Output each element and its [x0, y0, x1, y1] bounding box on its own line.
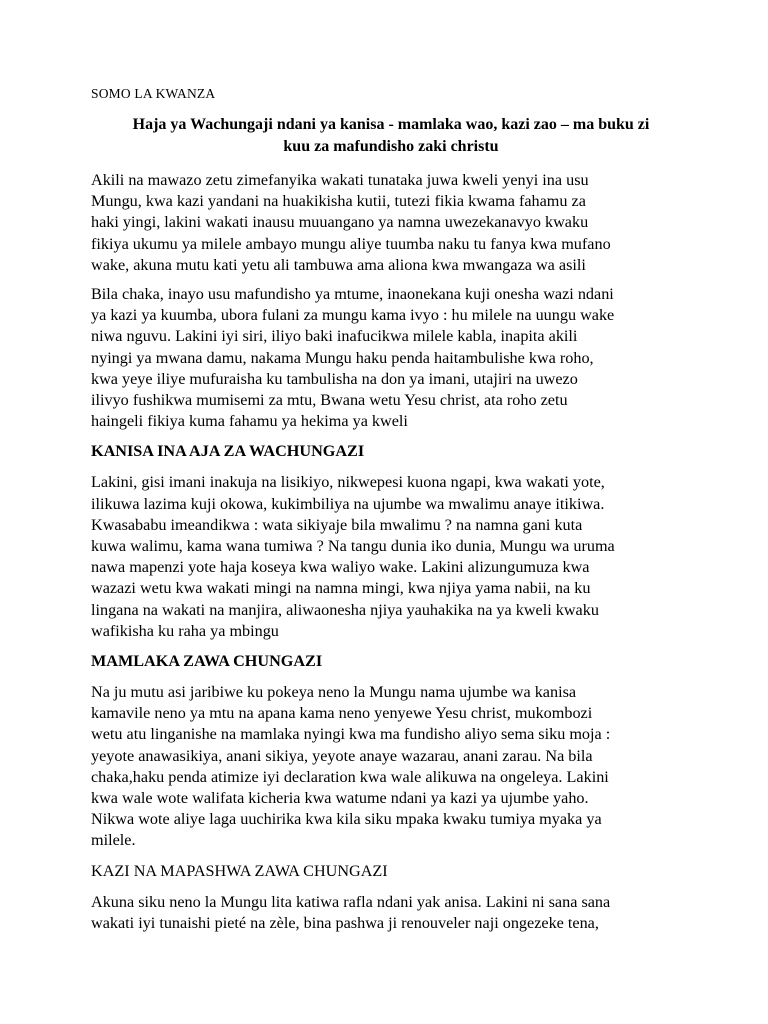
- paragraph-line: kuwa walimu, kama wana tumiwa ? Na tangu dunia iko dunia, Mungu wa uruma: [91, 537, 615, 556]
- paragraph-line: wakati iyi tunaishi pieté na zèle, bina pashwa ji renouveler naji ongezeke tena,: [91, 913, 599, 932]
- document-content: [91, 84, 691, 942]
- paragraph-line: Nikwa wote aliye laga uuchirika kwa kila siku mpaka kwaku tumiya myaka ya: [91, 810, 602, 829]
- paragraph-line: chaka,haku penda atimize iyi declaration kwa wale alikuwa na ongeleya. Lakini: [91, 767, 609, 786]
- paragraph-line: Lakini, gisi imani inakuja na lisikiyo, nikwepesi kuona ngapi, kwa wakati yote,: [91, 473, 605, 492]
- paragraph-line: Mungu, kwa kazi yandani na huakikisha kutii, tutezi fikia kwama fahamu za: [91, 192, 586, 211]
- paragraph-line: milele.: [91, 831, 136, 850]
- paragraph-line: ya kazi ya kuumba, ubora fulani za mungu kama ivyo : hu milele na uungu wake: [91, 306, 615, 325]
- paragraph-line: kwa wale wote walifata kicheria kwa watume ndani ya kazi ya ujumbe yaho.: [91, 789, 589, 808]
- section-heading: KANISA INA AJA ZA WACHUNGAZI: [91, 442, 365, 461]
- paragraph-line: Kwasababu imeandikwa : wata sikiyaje bila mwalimu ? na namna gani kuta: [91, 515, 583, 534]
- body-paragraph: [91, 284, 691, 432]
- paragraph-line: wetu atu linganishe na mamlaka nyingi kwa ma fundisho aliyo sema siku moja :: [91, 725, 611, 744]
- paragraph-line: ilivyo fushikwa mumisemi za mtu, Bwana wetu Yesu christ, ata roho zetu: [91, 391, 568, 410]
- title-line: Haja ya Wachungaji ndani ya kanisa - mamlaka wao, kazi zao – ma buku zi: [132, 116, 650, 133]
- title-line: kuu za mafundisho zaki christu: [283, 138, 499, 155]
- section-heading: MAMLAKA ZAWA CHUNGAZI: [91, 652, 323, 671]
- document-sections: [91, 170, 691, 934]
- paragraph-line: nawa mapenzi yote haja koseya kwa waliyo wake. Lakini alizungumuza kwa: [91, 558, 590, 577]
- paragraph-line: kamavile neno ya mtu na apana kama neno yenyewe Yesu christ, mukombozi: [91, 704, 593, 723]
- paragraph-line: Akuna siku neno la Mungu lita katiwa rafla ndani yak anisa. Lakini ni sana sana: [91, 892, 611, 911]
- paragraph-line: haingeli fikiya kuma fahamu ya hekima ya kweli: [91, 412, 408, 431]
- paragraph-line: fikiya ukumu ya milele ambayo mungu aliye tuumba naku tu fanya kwa mufano: [91, 234, 611, 253]
- paragraph-line: nyingi ya mwana damu, nakama Mungu haku penda haitambulishe kwa roho,: [91, 348, 594, 367]
- body-paragraph: [91, 472, 691, 642]
- paragraph-line: Na ju mutu asi jaribiwe ku pokeya neno la Mungu nama ujumbe wa kanisa: [91, 683, 577, 702]
- document-title: [91, 114, 691, 158]
- body-paragraph: [91, 682, 691, 852]
- paragraph-line: ilikuwa lazima kuji okowa, kukimbiliya na ujumbe wa mwalimu anaye itikiwa.: [91, 494, 605, 513]
- lesson-label: SOMO LA KWANZA: [91, 86, 216, 101]
- body-paragraph: [91, 170, 691, 276]
- paragraph-line: lingana na wakati na manjira, aliwaonesha njiya yauhakika na ya kweli kwaku: [91, 600, 599, 619]
- paragraph-line: Bila chaka, inayo usu mafundisho ya mtume, inaonekana kuji onesha wazi ndani: [91, 285, 614, 304]
- paragraph-line: Akili na mawazo zetu zimefanyika wakati tunataka juwa kweli yenyi ina usu: [91, 171, 589, 189]
- paragraph-line: kwa yeye iliye mufuraisha ku tambulisha na don ya imani, utajiri na uwezo: [91, 369, 578, 388]
- body-paragraph: [91, 892, 691, 934]
- paragraph-line: wafikisha ku raha ya mbingu: [91, 621, 279, 640]
- paragraph-line: yeyote anawasikiya, anani sikiya, yeyote anaye wazarau, anani zarau. Na bila: [91, 746, 593, 765]
- paragraph-line: wazazi wetu kwa wakati mingi na namna mingi, kwa njiya yama nabii, na ku: [91, 579, 591, 598]
- paragraph-line: haki yingi, lakini wakati inausu muuangano ya namna uwezekanavyo kwaku: [91, 213, 589, 232]
- paragraph-line: niwa nguvu. Lakini iyi siri, iliyo baki inafucikwa milele kabla, inapita akili: [91, 327, 578, 346]
- paragraph-line: wake, akuna mutu kati yetu ali tambuwa ama aliona kwa mwangaza wa asili: [91, 255, 586, 274]
- section-heading: KAZI NA MAPASHWA ZAWA CHUNGAZI: [91, 861, 388, 880]
